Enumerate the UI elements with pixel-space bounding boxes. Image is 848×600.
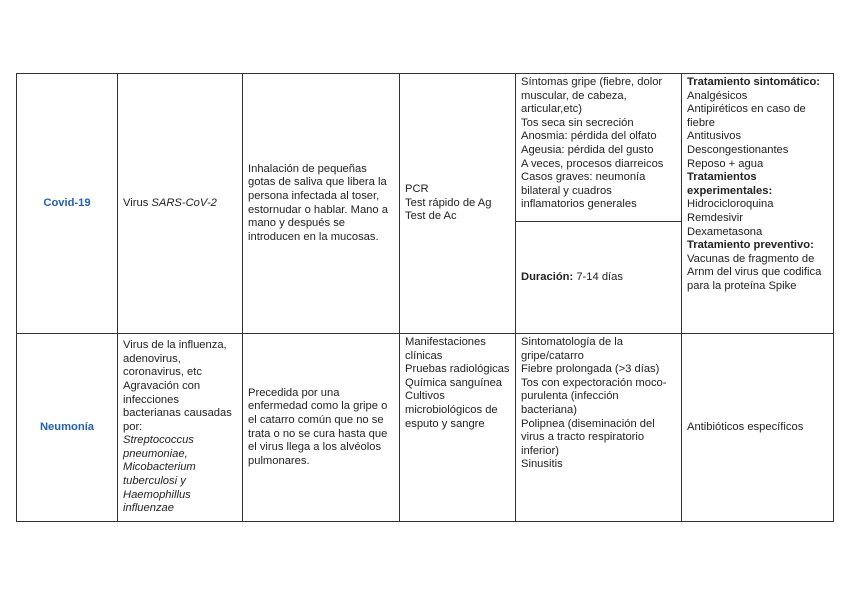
symptom-item: Ageusia: pérdida del gusto	[521, 143, 654, 156]
duration-label: Duración:	[521, 270, 574, 283]
symptoms-covid	[516, 74, 682, 222]
disease-comparison-table	[16, 73, 834, 522]
diagnosis-neumonia	[400, 334, 516, 522]
treatment-item: Antitusivos	[687, 130, 742, 143]
causal-agent-neumonia	[118, 334, 243, 522]
treatment-item: Descongestionantes	[687, 143, 789, 156]
symptom-item: Casos graves: neumonía bilateral y cuadros inflamatorios generales	[521, 171, 646, 211]
diagnosis-item: PCR	[405, 183, 429, 196]
diagnosis-covid	[400, 74, 516, 334]
symptom-item: Tos seca sin secreción	[521, 116, 634, 129]
symptom-item: Síntomas gripe (fiebre, dolor muscular, de cabeza, articular,etc)	[521, 76, 663, 116]
symptom-item: Fiebre prolongada (>3 días)	[521, 363, 660, 376]
virus-name: SARS-CoV-2	[151, 196, 217, 209]
symptom-item: Anosmia: pérdida del olfato	[521, 130, 657, 143]
table-row-neumonia	[17, 334, 834, 522]
treatment-experimental-title: Tratamientos experimentales:	[687, 171, 773, 197]
bacteria-item: Micobacterium tuberculosi y	[123, 461, 196, 488]
symptom-item: A veces, procesos diarreicos	[521, 157, 664, 170]
treatment-item: Remdesivir	[687, 211, 743, 224]
diagnosis-item: Test rápido de Ag	[405, 196, 492, 209]
diagnosis-item: Test de Ac	[405, 210, 457, 223]
treatment-preventive-text: Vacunas de fragmento de Arnm del virus que codifica para la proteína Spike	[687, 252, 822, 292]
diagnosis-item: Pruebas radiológicas	[405, 363, 510, 376]
causal-agent-covid	[118, 74, 243, 334]
treatment-covid	[682, 74, 834, 334]
diagnosis-item: Cultivos microbiológicos de esputo y sangre	[405, 390, 498, 430]
treatment-item: Analgésicos	[687, 89, 748, 102]
symptom-item: Sinusitis	[521, 458, 563, 471]
treatment-neumonia: Antibióticos específicos	[682, 334, 834, 522]
disease-name-neumonia: Neumonía	[17, 334, 118, 522]
disease-name-covid: Covid-19	[17, 74, 118, 334]
treatment-preventive-title: Tratamiento preventivo:	[687, 239, 814, 252]
treatment-item: Antipiréticos en caso de fiebre	[687, 103, 806, 129]
duration-value: 7-14 días	[573, 270, 623, 283]
duration-covid	[516, 222, 682, 334]
symptom-item: Polipnea (diseminación del virus a tracto respiratorio inferior)	[521, 417, 655, 457]
transmission-neumonia: Precedida por una enfermedad como la gripe o el catarro común que no se trata o no se cura hasta que el virus llega a los alvéolos pulmonares.	[243, 334, 400, 522]
bacteria-item: Haemophillus influenzae	[123, 488, 191, 515]
symptoms-neumonia	[516, 334, 682, 522]
table-row-covid	[17, 74, 834, 222]
diagnosis-item: Manifestaciones clínicas	[405, 336, 486, 362]
agent-prefix: Virus	[123, 196, 152, 209]
treatment-symptomatic-title: Tratamiento sintomático:	[687, 76, 821, 88]
symptom-item: Tos con expectoración moco-purulenta (infección bacteriana)	[521, 376, 667, 416]
treatment-item: Hidrocicloroquina	[687, 198, 774, 211]
transmission-covid: Inhalación de pequeñas gotas de saliva que libera la persona infectada al toser, estornudar o hablar. Mano a mano y después se introducen en la mucosas.	[243, 74, 400, 334]
treatment-item: Reposo + agua	[687, 157, 764, 170]
diagnosis-item: Química sanguínea	[405, 376, 503, 389]
treatment-item: Dexametasona	[687, 225, 763, 238]
agent-intro: Virus de la influenza, adenovirus, coronavirus, etc Agravación con infecciones bacterianas causadas por:	[123, 339, 232, 433]
bacteria-item: Streptococcus pneumoniae,	[123, 434, 194, 460]
symptom-item: Sintomatología de la gripe/catarro	[521, 336, 623, 362]
